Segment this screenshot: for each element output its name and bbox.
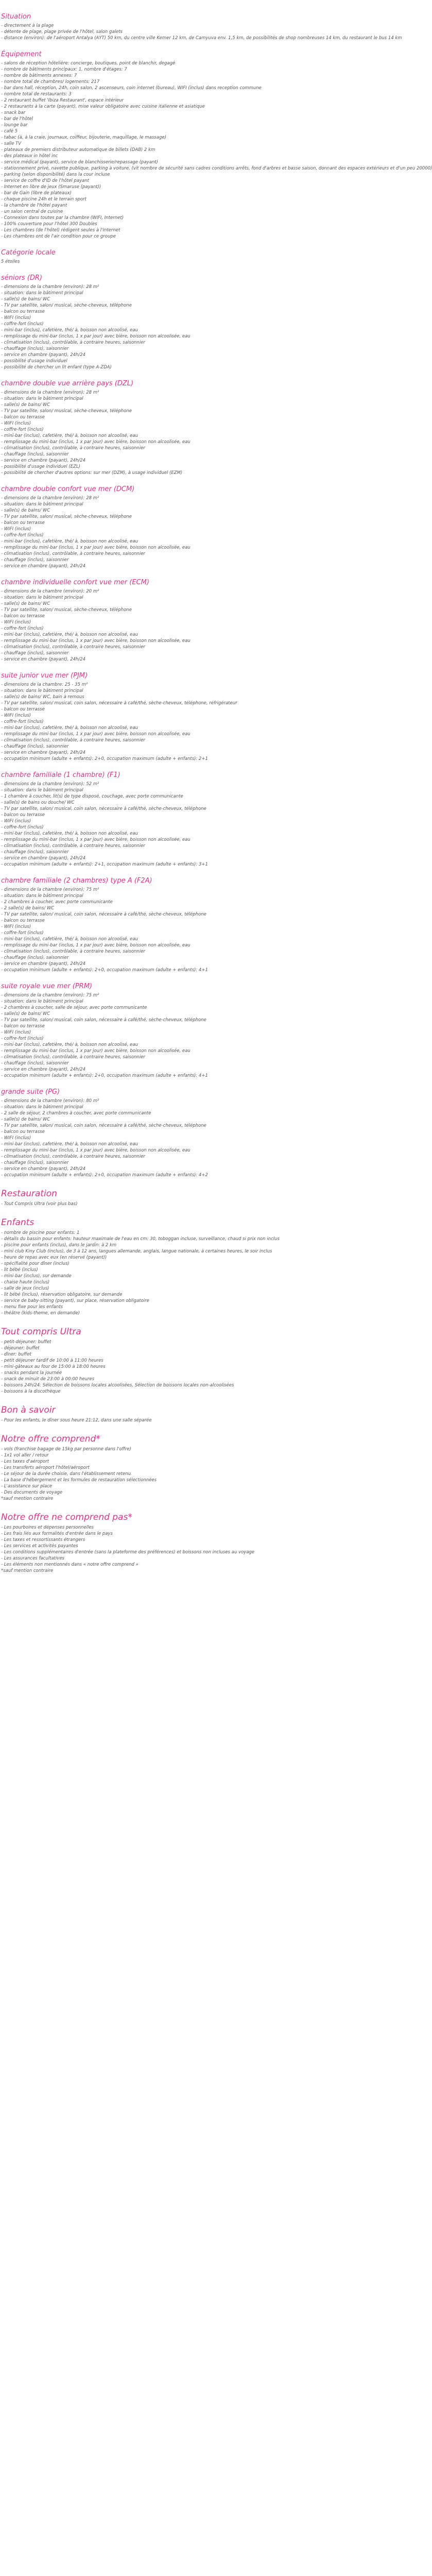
section-title: Bon à savoir [1, 1404, 56, 1415]
list-item: - vols (franchise bagage de 15kg par personne dans l'offre) [1, 1446, 131, 1451]
list-item: - détente de plage, plage privée de l'hôtel, salon galets [1, 29, 123, 34]
section-restauration [1, 1189, 256, 1213]
list-item: - chaque piscine 24h et le terrain sport [1, 196, 87, 201]
list-item: - chauffage (inclus), saisonnier [1, 743, 69, 749]
list-item: - Les taxes et ressortissants étrangers [1, 1537, 85, 1542]
list-item: - TV par satellite, salon/ musical, coin salon, nécessaire à café/thé, sèche-cheveux, téléphone, réfrigérateur [1, 700, 237, 705]
list-item: - café 5 [1, 128, 18, 133]
list-item: - coffre-fort (inclus) [1, 625, 44, 631]
list-item: - Des documents de voyage [1, 1489, 63, 1495]
list-item: - salle(s) de bains/ WC [1, 507, 50, 513]
list-item: - salle(s) de bains/ WC [1, 402, 50, 407]
list-item: - WIFI (inclus) [1, 315, 31, 320]
list-item: - mini-bar (inclus), cafetière, thé/ à, boisson non alcoolisé, eau [1, 1042, 138, 1047]
list-item: - WIFI (inclus) [1, 924, 31, 929]
list-item: 5 étoiles [1, 259, 20, 264]
section-spacer [1, 370, 256, 376]
list-item: - occupation minimum (adulte + enfants): 2+0, occupation maximum (adulte + enfants): 4+1 [1, 967, 208, 972]
list-item: - Tout Compris Ultra (voir plus bas) [1, 1201, 78, 1206]
document-page [0, 12, 432, 2576]
list-item: - salle(s) de bains ou douche/ WC [1, 800, 75, 805]
list-item: *sauf mention contraire [1, 1496, 54, 1501]
section-chambre-individuelle-confort-vue-mer-ecm [1, 578, 256, 668]
list-item: - La base d'hébergement et les formules de restauration sélectionnées [1, 1477, 157, 1482]
list-item: - service en chambre (payant), 24h/24 [1, 1066, 86, 1072]
list-item: - climatisation (inclus), contrôlable, à contraire heures, saisonnier [1, 1054, 145, 1059]
list-item: - WIFI (inclus) [1, 713, 31, 718]
list-item: - service en chambre (payant), 24h/24 [1, 352, 86, 357]
list-item: - WIFI (inclus) [1, 818, 31, 823]
list-item: - directement à la plage [1, 23, 54, 28]
list-item: - salons de réception hôtelière: concierge, boutiques, point de blanchir, degagé [1, 60, 176, 65]
list-item: - situation: dans le bâtiment principal [1, 290, 83, 295]
section-bon-a-savoir [1, 1405, 256, 1429]
list-item: - situation: dans le bâtiment principal [1, 893, 83, 898]
section-enfants [1, 1217, 280, 1322]
list-item: - tabac (à, à la craie, journaux, coiffeur, bijouterie, maquillage, le massage) [1, 134, 166, 140]
list-item: - salle TV [1, 141, 22, 146]
section-spacer [1, 1423, 256, 1429]
list-item: - occupation minimum (adulte + enfants): 2+0, occupation maximum (adulte + enfants): 2+1 [1, 756, 208, 761]
list-item: - 1x1 vol aller / retour [1, 1452, 49, 1458]
list-item: - service de baby-sitting (payant), sur place, réservation obligatoire [1, 1298, 149, 1303]
list-item: - salle de jeux (inclus) [1, 1285, 49, 1291]
section-title: Notre offre comprend* [1, 1433, 100, 1444]
list-item: - nombre de piscine pour enfants: 1 [1, 1230, 80, 1235]
list-item: - climatisation (inclus), contrôlable, à contraire heures, saisonnier [1, 1154, 145, 1159]
list-item: - dimensions de la chambre (environ): 52 m² [1, 781, 99, 786]
list-item: - TV par satellite, salon/ musical, sèche-cheveux, téléphone [1, 408, 132, 413]
section-situation [1, 12, 402, 47]
section-chambre-familiale-1-chambre-f1 [1, 771, 256, 873]
list-item: - remplissage du mini-bar (inclus, 1 x par jour) avec bière, boisson non alcoolisée, eau [1, 545, 191, 550]
list-item: - Le séjour de la durée choisie, dans l'établissement retenu [1, 1471, 131, 1476]
list-item: - 2 salle de séjour, 2 chambres à coucher, avec porte communicante [1, 1110, 151, 1115]
list-item: - distance (environ): de l'aéroport Antalya (AYT) 50 km, du centre ville Kemer 12 km, de Camyuva env. 1,5 km, de possibilités de shop nombreuses 14 km, du restaurant le bus 14 km [1, 35, 402, 40]
list-item: - dimensions de la chambre: 25 - 35 m² [1, 682, 88, 687]
list-item: - service médical (payant), service de blanchisserie/repassage (payant) [1, 159, 158, 164]
list-item: - mini-bar (inclus), cafetière, thé/ à, boisson non alcoolisé, eau [1, 936, 138, 941]
list-item: - heure de repas avec eux (en réservé (payant)) [1, 1255, 107, 1260]
list-item: - climatisation (inclus), contrôlable, à contraire heures, saisonnier [1, 445, 145, 450]
list-item: - 2 chambres à coucher, salle de séjour, avec porte communicante [1, 1005, 147, 1010]
list-item: - 1 chambre à coucher, lit(s) de type disposé, couchage, avec porte communicante [1, 793, 183, 799]
list-item: - salle(s) de bains/ WC [1, 601, 50, 606]
list-item: - Les assurances facultatives [1, 1555, 64, 1561]
list-item: - des plateaux in hôtel inc [1, 153, 58, 158]
list-item: - remplissage du mini-bar (inclus, 1 x par jour) avec bière, boisson non alcoolisée, eau [1, 638, 191, 643]
list-item: - mini-gâteaux au four de 15:00 à 18:00 heures [1, 1364, 106, 1369]
list-item: - Les services et activités payantes [1, 1543, 78, 1548]
section-spacer [1, 761, 256, 768]
section-notre-offre-ne-comprend-pas [1, 1512, 256, 1580]
list-item: - chauffage (inclus), saisonnier [1, 1060, 69, 1065]
list-item: - situation: dans le bâtiment principal [1, 688, 83, 693]
list-item: - remplissage du mini-bar (inclus, 1 x par jour) avec bière, boisson non alcoolisée, eau [1, 1147, 191, 1153]
list-item: - mini-bar (inclus), cafetière, thé/ à, boisson non alcoolisé, eau [1, 327, 138, 332]
list-item: - chauffage (inclus), saisonnier [1, 557, 69, 562]
list-item: - Les pourboires et dépenses personnelles [1, 1524, 94, 1530]
section-seniors-dr [1, 274, 256, 376]
list-item: - TV par satellite, salon/ musical, sèche-cheveux, téléphone [1, 514, 132, 519]
list-item: - service en chambre (payant), 24h/24 [1, 563, 86, 568]
list-item: - remplissage du mini-bar (inclus, 1 x par jour) avec bière, boisson non alcoolisée, eau [1, 333, 191, 338]
section-spacer [1, 569, 256, 575]
list-item: - coffre-fort (inclus) [1, 824, 44, 829]
list-item: - climatisation (inclus), contrôlable, à contraire heures, saisonnier [1, 644, 145, 649]
list-item: - remplissage du mini-bar (inclus, 1 x par jour) avec bière, boisson non alcoolisée, eau [1, 439, 191, 444]
section-spacer [1, 264, 256, 270]
list-item: - lounge bar [1, 122, 28, 127]
list-item: - Les taxes d'aéroport [1, 1459, 49, 1464]
list-item: - bar de Gain (libre de plateaux) [1, 190, 72, 195]
content [0, 12, 432, 1580]
list-item: - possibilité de chercher un lit enfant (type A-ZDA) [1, 364, 112, 369]
list-item: - remplissage du mini-bar (inclus, 1 x par jour) avec bière, boisson non alcoolisée, eau [1, 731, 191, 736]
list-item: - coffre-fort (inclus) [1, 532, 44, 537]
list-item: - WIFI (inclus) [1, 526, 31, 531]
section-grande-suite-pg [1, 1088, 256, 1184]
list-item: - chauffage (inclus), saisonnier [1, 346, 69, 351]
list-item: - 2 chambres à coucher, avec porte communicante [1, 899, 113, 904]
list-item: - situation: dans le bâtiment principal [1, 1104, 83, 1109]
list-item: - dimensions de la chambre (environ): 75 m² [1, 887, 99, 892]
list-item: - chauffage (inclus), saisonnier [1, 1160, 69, 1165]
list-item: - dimensions de la chambre (environ): 28 m² [1, 495, 99, 500]
list-item: - coffre-fort (inclus) [1, 719, 44, 724]
list-item: - TV par satellite, salon/ musical, coin salon, nécessaire à café/thé, sèche-cheveux, téléphone [1, 1123, 206, 1128]
list-item: - balcon ou terrasse [1, 706, 45, 711]
section-spacer [1, 1078, 256, 1084]
list-item: - bar dans hall, réception, 24h, coin salon, 2 ascenseurs, coin internet (bureau), WIFI (inclus) dans reception commune [1, 85, 262, 90]
list-item: - climatisation (inclus), contrôlable, à contraire heures, saisonnier [1, 843, 145, 848]
list-item: - service en chambre (payant), 24h/24 [1, 1166, 86, 1171]
list-item: - possibilité d'usage individuel (EZL) [1, 464, 80, 469]
list-item: - chauffage (inclus), saisonnier [1, 650, 69, 655]
section-title: chambre individuelle confort vue mer (ECM) [1, 578, 149, 586]
section-spacer [1, 239, 256, 245]
list-item: - salle(s) de bains/ WC [1, 1011, 50, 1016]
section-suite-junior-vue-mer-pjm [1, 671, 256, 768]
list-item: - TV par satellite, salon/ musical, sèche-cheveux, téléphone [1, 607, 132, 612]
list-item: - chauffage (inclus), saisonnier [1, 955, 69, 960]
list-item: - théâtre (kids-theme, en demande) [1, 1310, 80, 1315]
section-chambre-familiale-2-chambres-type-a-f2a [1, 876, 256, 979]
section-title: Tout compris Ultra [1, 1326, 81, 1337]
list-item: - L'assistance sur place [1, 1483, 53, 1488]
section-title: séniors (DR) [1, 274, 43, 281]
list-item: - WIFI (inclus) [1, 420, 31, 426]
list-item: - 2 restaurants à la carte (payant), mise valeur obligatoire avec cuisine italienne et asiatique [1, 104, 205, 109]
list-item: - occupation minimum (adulte + enfants): 2+0, occupation maximum (adulte + enfants): 4+1 [1, 1073, 208, 1078]
list-item: - Pour les enfants, le dîner sous heure 21:12, dans une salle séparée [1, 1417, 152, 1422]
list-item: - occupation minimum (adulte + enfants): 2+1, occupation maximum (adulte + enfants): 3+1 [1, 861, 208, 867]
list-item: - climatisation (inclus), contrôlable, à contraire heures, saisonnier [1, 551, 145, 556]
list-item: - plateaux de premiers distributeur automatique de billets (DAB) 2 km [1, 147, 155, 152]
list-item: - mini-bar (inclus), cafetière, thé/ à, boisson non alcoolisé, eau [1, 433, 138, 438]
list-item: - coffre-fort (inclus) [1, 930, 44, 935]
section-suite-royale-vue-mer-prm [1, 982, 256, 1084]
list-item: - dimensions de la chambre (environ): 75 m² [1, 992, 99, 997]
list-item: - mini club Kiny Club (inclus), de 3 à 12 ans, langues allemande, anglais, langue nationale, à certaines heures, le soir inclus [1, 1248, 272, 1253]
section-spacer [1, 1207, 256, 1213]
list-item: - possibilité de chercher d'autres options: sur mer (DZM), à usage individuel (EZM) [1, 470, 183, 475]
list-item: - balcon ou terrasse [1, 613, 45, 618]
list-item: - Internet en libre de jeux (Smaruse (payant)) [1, 184, 101, 189]
list-item: - TV par satellite, salon/ musical, coin salon, nécessaire à café/thé, sèche-cheveux, téléphone [1, 806, 206, 811]
list-item: - nombre total de restaurants: 3 [1, 91, 72, 96]
list-item: - stationnement privé, navette publique, parking à voiture, (vit nombre de sécurité sans cadres conditions arrêts, fond d'arbres et basse saison, donnant des espaces extérieurs et d'un peu 20000) [1, 165, 432, 171]
section-notre-offre-comprend [1, 1434, 256, 1507]
section-chambre-double-confort-vue-mer-dcm [1, 485, 256, 575]
section-tout-compris-ultra [1, 1327, 256, 1400]
list-item: - balcon ou terrasse [1, 812, 45, 817]
list-item: - dimensions de la chambre (environ): 20 m² [1, 588, 99, 594]
list-item: - occupation minimum (adulte + enfants): 2+0, occupation maximum (adulte + enfants): 4+2 [1, 1172, 208, 1177]
list-item: - Les chambres ont de l'air condition pour ce groupe [1, 233, 116, 239]
section-spacer [1, 973, 256, 979]
list-item: - snack de minuit de 23:00 à 00:00 heures [1, 1376, 95, 1381]
list-item: - lit bébé (inclus) [1, 1267, 38, 1272]
section-title: chambre double confort vue mer (DCM) [1, 485, 135, 493]
list-item: - balcon ou terrasse [1, 1023, 45, 1028]
list-item: - menu fixe pour les enfants [1, 1304, 63, 1309]
list-item: - service en chambre (payant), 24h/24 [1, 855, 86, 860]
list-item: - TV par satellite, salon/ musical, sèche-cheveux, téléphone [1, 302, 132, 308]
list-item: - dimensions de la chambre (environ): 28 m² [1, 389, 99, 395]
list-item: - mini-bar (inclus), cafetière, thé/ à, boisson non alcoolisé, eau [1, 1141, 138, 1146]
list-item: - possibilité d'usage individuel [1, 358, 67, 363]
section-spacer [1, 1573, 256, 1580]
list-item: - WIFI (inclus) [1, 1029, 31, 1035]
list-item: - dimensions de la chambre (environ): 80 m² [1, 1098, 99, 1103]
list-item: - Les chambres (de l'hôtel) rédigent seules à l'Internet [1, 227, 120, 232]
list-item: - déjeuner: buffet [1, 1345, 40, 1350]
list-item: - balcon ou terrasse [1, 1129, 45, 1134]
list-item: - snack bar [1, 110, 26, 115]
section-chambre-double-vue-arriere-pays-dzl [1, 379, 256, 482]
list-item: - détails du bassin pour enfants: hauteur maximale de l'eau en cm: 30, toboggan incluse, surveillance, chaud si prix non inclus [1, 1236, 280, 1241]
list-item: - mini-bar (inclus), sur demande [1, 1273, 72, 1278]
list-item: - snacks pendant la journée [1, 1370, 62, 1375]
list-item: - dimensions de la chambre (environ): 28 m² [1, 284, 99, 289]
list-item: - mini-bar (inclus), cafetière, thé/ à, boisson non alcoolisé, eau [1, 632, 138, 637]
list-item: - coffre-fort (inclus) [1, 427, 44, 432]
section-title: Équipement [1, 50, 42, 58]
list-item: - 2 restaurant buffet 'Ibiza Restaurant', espace intérieur [1, 97, 124, 103]
section-title: Notre offre ne comprend pas* [1, 1512, 132, 1522]
list-item: - chaise haute (inclus) [1, 1279, 50, 1284]
list-item: - un salon central de cuisine [1, 209, 63, 214]
list-item: - bar de l'hôtel [1, 116, 33, 121]
section-categorie-locale [1, 248, 256, 270]
list-item: - la chambre de l'hôtel payant [1, 202, 67, 208]
section-spacer [1, 1178, 256, 1184]
section-title: suite junior vue mer (PJM) [1, 671, 88, 679]
list-item: - WIFI (inclus) [1, 619, 31, 624]
list-item: - Les conditions supplémentaires d'entrée (sans la plateforme des préférences) et boissons non incluses au voyage [1, 1549, 255, 1554]
section-title: Situation [1, 12, 31, 20]
list-item: - nombre de bâtiments principaux: 1, nombre d'étages: 7 [1, 66, 127, 72]
list-item: - Les frais liés aux formalités d'entrée dans le pays [1, 1531, 113, 1536]
list-item: - situation: dans le bâtiment principal [1, 787, 83, 792]
list-item: - service en chambre (payant), 24h/24 [1, 961, 86, 966]
list-item: - climatisation (inclus), contrôlable, à contraire heures, saisonnier [1, 340, 145, 345]
list-item: - balcon ou terrasse [1, 520, 45, 525]
list-item: - TV par satellite, salon/ musical, coin salon, nécessaire à café/thé, sèche-cheveux, téléphone [1, 911, 206, 917]
list-item: - TV par satellite, salon/ musical, coin salon, nécessaire à café/thé, sèche-cheveux, téléphone [1, 1017, 206, 1022]
list-item: - Les éléments non mentionnés dans « notre offre comprend » [1, 1562, 139, 1567]
list-item: - balcon ou terrasse [1, 309, 45, 314]
list-item: - chauffage (inclus), saisonnier [1, 451, 69, 456]
list-item: - salle(s) de bains/ WC [1, 1116, 50, 1122]
list-item: - situation: dans le bâtiment principal [1, 595, 83, 600]
list-item: - service en chambre (payant), 24h/24 [1, 457, 86, 463]
section-title: Catégorie locale [1, 248, 56, 256]
list-item: - service en chambre (payant), 24h/24 [1, 750, 86, 755]
list-item: - mini-bar (inclus), cafetière, thé/ à, boisson non alcoolisé, eau [1, 725, 138, 730]
list-item: - balcon ou terrasse [1, 918, 45, 923]
list-item: - parking (selon disponibilité) dans la cour incluse [1, 172, 110, 177]
section-title: chambre familiale (1 chambre) (F1) [1, 771, 120, 778]
list-item: - lit bébé (inclus), réservation obligatoire, sur demande [1, 1292, 123, 1297]
section-title: suite royale vue mer (PRM) [1, 982, 92, 990]
list-item: - balcon ou terrasse [1, 414, 45, 419]
list-item: - coffre-fort (inclus) [1, 1036, 44, 1041]
list-item: - petit déjeuner tardif de 10:00 à 11:00 heures [1, 1358, 103, 1363]
list-item: - 100% couverture pour l'hôtel 300 Doubles [1, 221, 97, 226]
list-item: - nombre de bâtiments annexes: 7 [1, 73, 77, 78]
list-item: - boissons à la discothèque [1, 1388, 61, 1394]
list-item: - spécifialité pour dîner (inclus) [1, 1261, 70, 1266]
list-item: - nombre total de chambres/ logements: 217 [1, 79, 100, 84]
list-item: - situation: dans le bâtiment principal [1, 501, 83, 506]
list-item: *sauf mention contraire [1, 1568, 54, 1573]
list-item: - situation: dans le bâtiment principal [1, 396, 83, 401]
list-item: - mini-bar (inclus), cafetière, thé/ à, boisson non alcoolisé, eau [1, 538, 138, 544]
list-item: - mini-bar (inclus), cafetière, thé/ à, boisson non alcoolisé, eau [1, 831, 138, 836]
section-title: grande suite (PG) [1, 1088, 60, 1095]
list-item: - Les transferts aéroport l'hôtel/aéroport [1, 1465, 90, 1470]
section-spacer [1, 662, 256, 668]
section-title: chambre familiale (2 chambres) type A (F2A) [1, 876, 152, 884]
list-item: - service de coffre d'ID de l'hôtel payant [1, 178, 89, 183]
list-item: - WIFI (inclus) [1, 1135, 31, 1140]
list-item: - salle(s) de bains/ WC, bain à remous [1, 694, 84, 699]
list-item: - service en chambre (payant), 24h/24 [1, 656, 86, 662]
list-item: - piscine pour enfants (inclus), dans le jardin: à 2 km [1, 1242, 117, 1247]
section-title: Restauration [1, 1188, 57, 1199]
section-equipement [1, 50, 432, 245]
section-spacer [1, 1394, 256, 1400]
list-item: - Connexion dans toutes par la chambre (WIFI, Internet) [1, 215, 124, 220]
list-item: - remplissage du mini-bar (inclus, 1 x par jour) avec bière, boisson non alcoolisée, eau [1, 837, 191, 842]
section-spacer [1, 41, 256, 47]
list-item: - dîner: buffet [1, 1351, 31, 1357]
list-item: - remplissage du mini-bar (inclus, 1 x par jour) avec bière, boisson non alcoolisée, eau [1, 942, 191, 947]
list-item: - climatisation (inclus), contrôlable, à contraire heures, saisonnier [1, 737, 145, 742]
list-item: - 2 salle(s) de bains/ WC [1, 905, 55, 910]
list-item: - chauffage (inclus), saisonnier [1, 849, 69, 854]
list-item: - situation: dans le bâtiment principal [1, 998, 83, 1004]
section-spacer [1, 1501, 256, 1507]
section-spacer [1, 1316, 256, 1322]
section-title: chambre double vue arrière pays (DZL) [1, 379, 134, 387]
section-title: Enfants [1, 1217, 34, 1228]
section-spacer [1, 867, 256, 873]
list-item: - boissons 24h/24: Sélection de boissons locales alcoolisées, Sélection de boissons locales non-alcoolisées [1, 1382, 234, 1387]
list-item: - remplissage du mini-bar (inclus, 1 x par jour) avec bière, boisson non alcoolisée, eau [1, 1048, 191, 1053]
list-item: - climatisation (inclus), contrôlable, à contraire heures, saisonnier [1, 948, 145, 954]
list-item: - coffre-fort (inclus) [1, 321, 44, 326]
section-spacer [1, 476, 256, 482]
list-item: - petit-déjeuner: buffet [1, 1339, 51, 1344]
list-item: - salle(s) de bains/ WC [1, 296, 50, 301]
